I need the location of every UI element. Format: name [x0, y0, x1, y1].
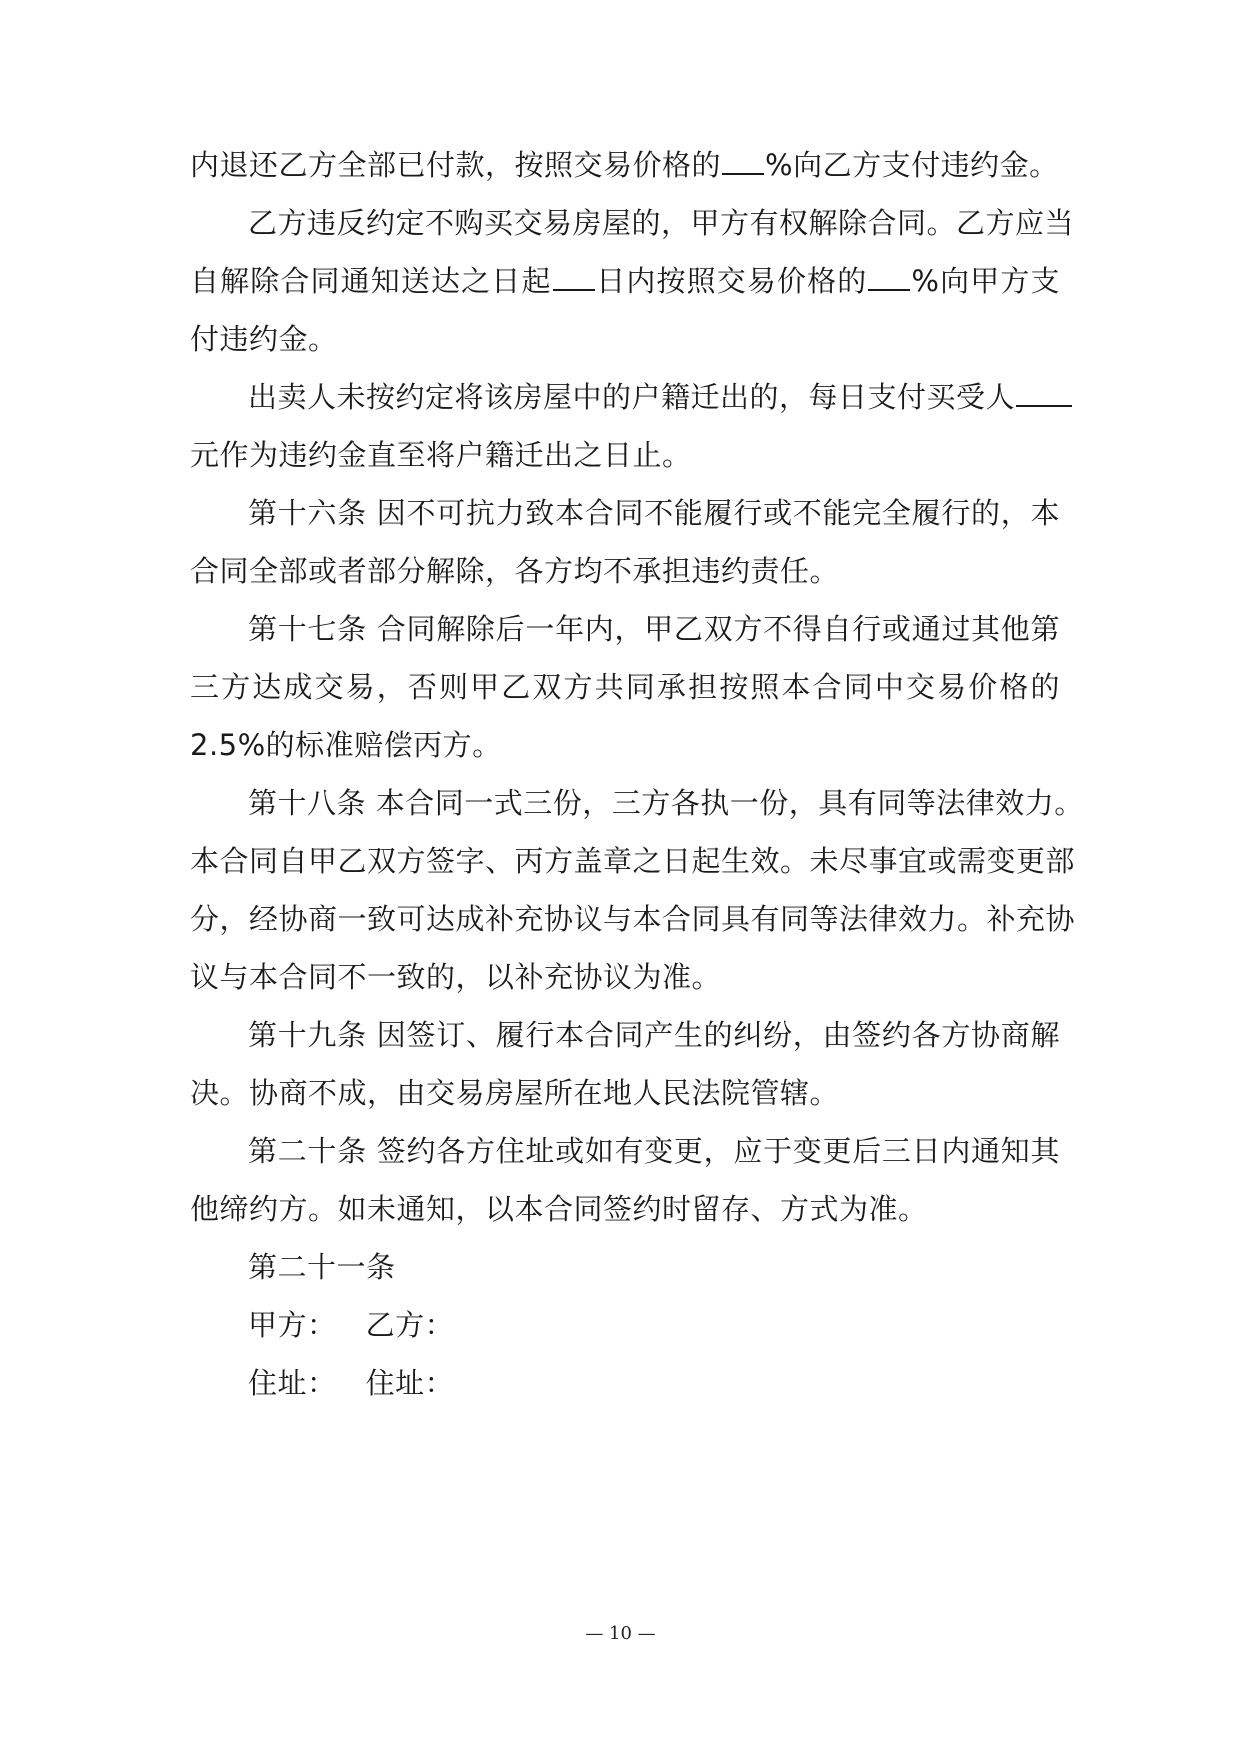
article-17-line: 第十七条 合同解除后一年内，甲乙双方不得自行或通过其他第 [248, 612, 1060, 646]
article-18-line: 分，经协商一致可达成补充协议与本合同具有同等法律效力。补充协 [190, 902, 1076, 936]
fill-blank [868, 259, 910, 291]
page-number: — 10 — [585, 1623, 656, 1644]
address-labels: 住址： 住址： [248, 1366, 455, 1400]
text-run: 自解除合同通知送达之日起 [190, 264, 552, 298]
text-run: 内退还乙方全部已付款，按照交易价格的 [190, 148, 722, 182]
article-18-line: 第十八条 本合同一式三份，三方各执一份，具有同等法律效力。 [248, 786, 1084, 820]
text-run: 日内按照交易价格的 [595, 264, 868, 298]
article-20-line: 第二十条 签约各方住址或如有变更，应于变更后三日内通知其 [248, 1134, 1060, 1168]
fill-blank [1016, 375, 1072, 407]
fill-blank [553, 259, 595, 291]
article-21-heading: 第二十一条 [248, 1250, 396, 1284]
paragraph-line: 乙方违反约定不购买交易房屋的，甲方有权解除合同。乙方应当 [248, 206, 1075, 240]
article-16-line: 第十六条 因不可抗力致本合同不能履行或不能完全履行的，本 [248, 496, 1060, 530]
article-16-line: 合同全部或者部分解除，各方均不承担违约责任。 [190, 554, 840, 588]
paragraph-line [248, 373, 1060, 421]
paragraph-line: 元作为违约金直至将户籍迁出之日止。 [190, 438, 692, 472]
fill-blank [722, 143, 764, 175]
article-20-line: 他缔约方。如未通知，以本合同签约时留存、方式为准。 [190, 1192, 928, 1226]
party-labels: 甲方： 乙方： [248, 1308, 455, 1342]
paragraph-line [190, 257, 1060, 305]
article-18-line: 议与本合同不一致的，以补充协议为准。 [190, 960, 722, 994]
article-19-line: 决。协商不成，由交易房屋所在地人民法院管辖。 [190, 1076, 840, 1110]
text-run: 出卖人未按约定将该房屋中的户籍迁出的，每日支付买受人 [248, 380, 1016, 414]
article-17-line: 三方达成交易，否则甲乙双方共同承担按照本合同中交易价格的 [190, 670, 1060, 704]
paragraph-line: 付违约金。 [190, 322, 338, 356]
text-run: %向甲方支 [911, 264, 1060, 298]
article-19-line: 第十九条 因签订、履行本合同产生的纠纷，由签约各方协商解 [248, 1018, 1060, 1052]
article-18-line: 本合同自甲乙双方签字、丙方盖章之日起生效。未尽事宜或需变更部 [190, 844, 1076, 878]
article-17-line: 2.5%的标准赔偿丙方。 [190, 728, 502, 762]
paragraph-line [190, 141, 1060, 189]
text-run: %向乙方支付违约金。 [765, 148, 1059, 182]
